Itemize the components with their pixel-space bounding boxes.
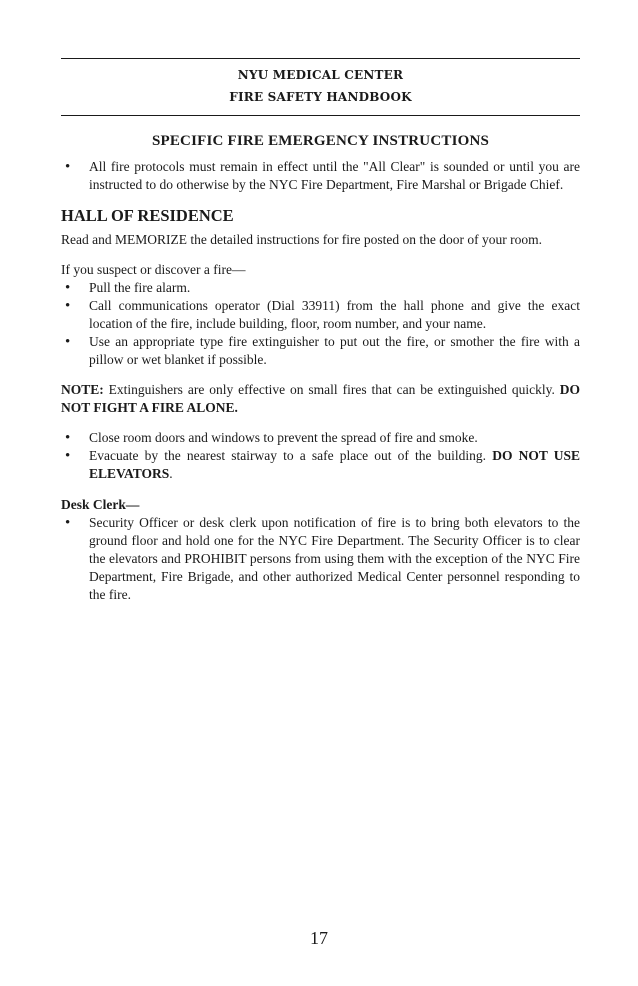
header-org: NYU MEDICAL CENTER <box>237 68 404 82</box>
running-header <box>61 64 580 108</box>
list-item: • Call communications operator (Dial 33911) from the hall phone and give the exact location of the fire, include building, floor, room number, and your name. <box>61 297 580 333</box>
intro-list <box>61 158 580 194</box>
header-rule-top <box>61 58 580 59</box>
list-item: • Security Officer or desk clerk upon notification of fire is to bring both elevators to the ground floor and hold one for the NYC Fire Department. The Security Officer is to clear the elevators and PROHIBIT persons from using them with the exception of the NYC Fire Department, Fire Brigade, and other authorized Medical Center personnel responding to the fire. <box>61 514 580 604</box>
list-item-evacuate <box>61 447 580 483</box>
note-bold: DO NOT FIGHT A FIRE ALONE. <box>61 382 580 415</box>
page-number: 17 <box>310 928 328 948</box>
hall-heading: HALL OF RESIDENCE <box>61 206 234 225</box>
header-handbook: FIRE SAFETY HANDBOOK <box>229 90 412 104</box>
evacuate-end: . <box>169 466 173 481</box>
note-text: Extinguishers are only effective on small fires that can be extinguished quickly. <box>103 382 560 397</box>
intro-bullet: • All fire protocols must remain in effect until the "All Clear" is sounded or until you are instructed to do otherwise by the NYC Fire Department, Fire Marshal or Brigade Chief. <box>61 158 580 194</box>
note-paragraph <box>61 381 580 417</box>
page-content <box>61 132 580 604</box>
note-label: NOTE: <box>61 382 104 397</box>
desk-heading: Desk Clerk— <box>61 497 140 512</box>
hall-suspect-text: If you suspect or discover a fire— <box>61 262 246 277</box>
header-rule-bottom <box>61 115 580 116</box>
list-item: • Close room doors and windows to prevent the spread of fire and smoke. <box>61 429 580 447</box>
evacuate-text: Evacuate by the nearest stairway to a safe place out of the building. <box>89 448 493 463</box>
hall-read-text: Read and MEMORIZE the detailed instructions for fire posted on the door of your room. <box>61 232 543 247</box>
list-item: • Use an appropriate type fire extinguisher to put out the fire, or smother the fire with a pillow or wet blanket if possible. <box>61 333 580 369</box>
evacuate-bold: DO NOT USE ELEVATORS <box>89 448 580 481</box>
list-item: • Pull the fire alarm. <box>61 279 580 297</box>
desk-bullets <box>61 514 580 604</box>
hall-bullets <box>61 279 580 369</box>
hall-bullets-2 <box>61 429 580 483</box>
section-title: SPECIFIC FIRE EMERGENCY INSTRUCTIONS <box>151 133 490 149</box>
